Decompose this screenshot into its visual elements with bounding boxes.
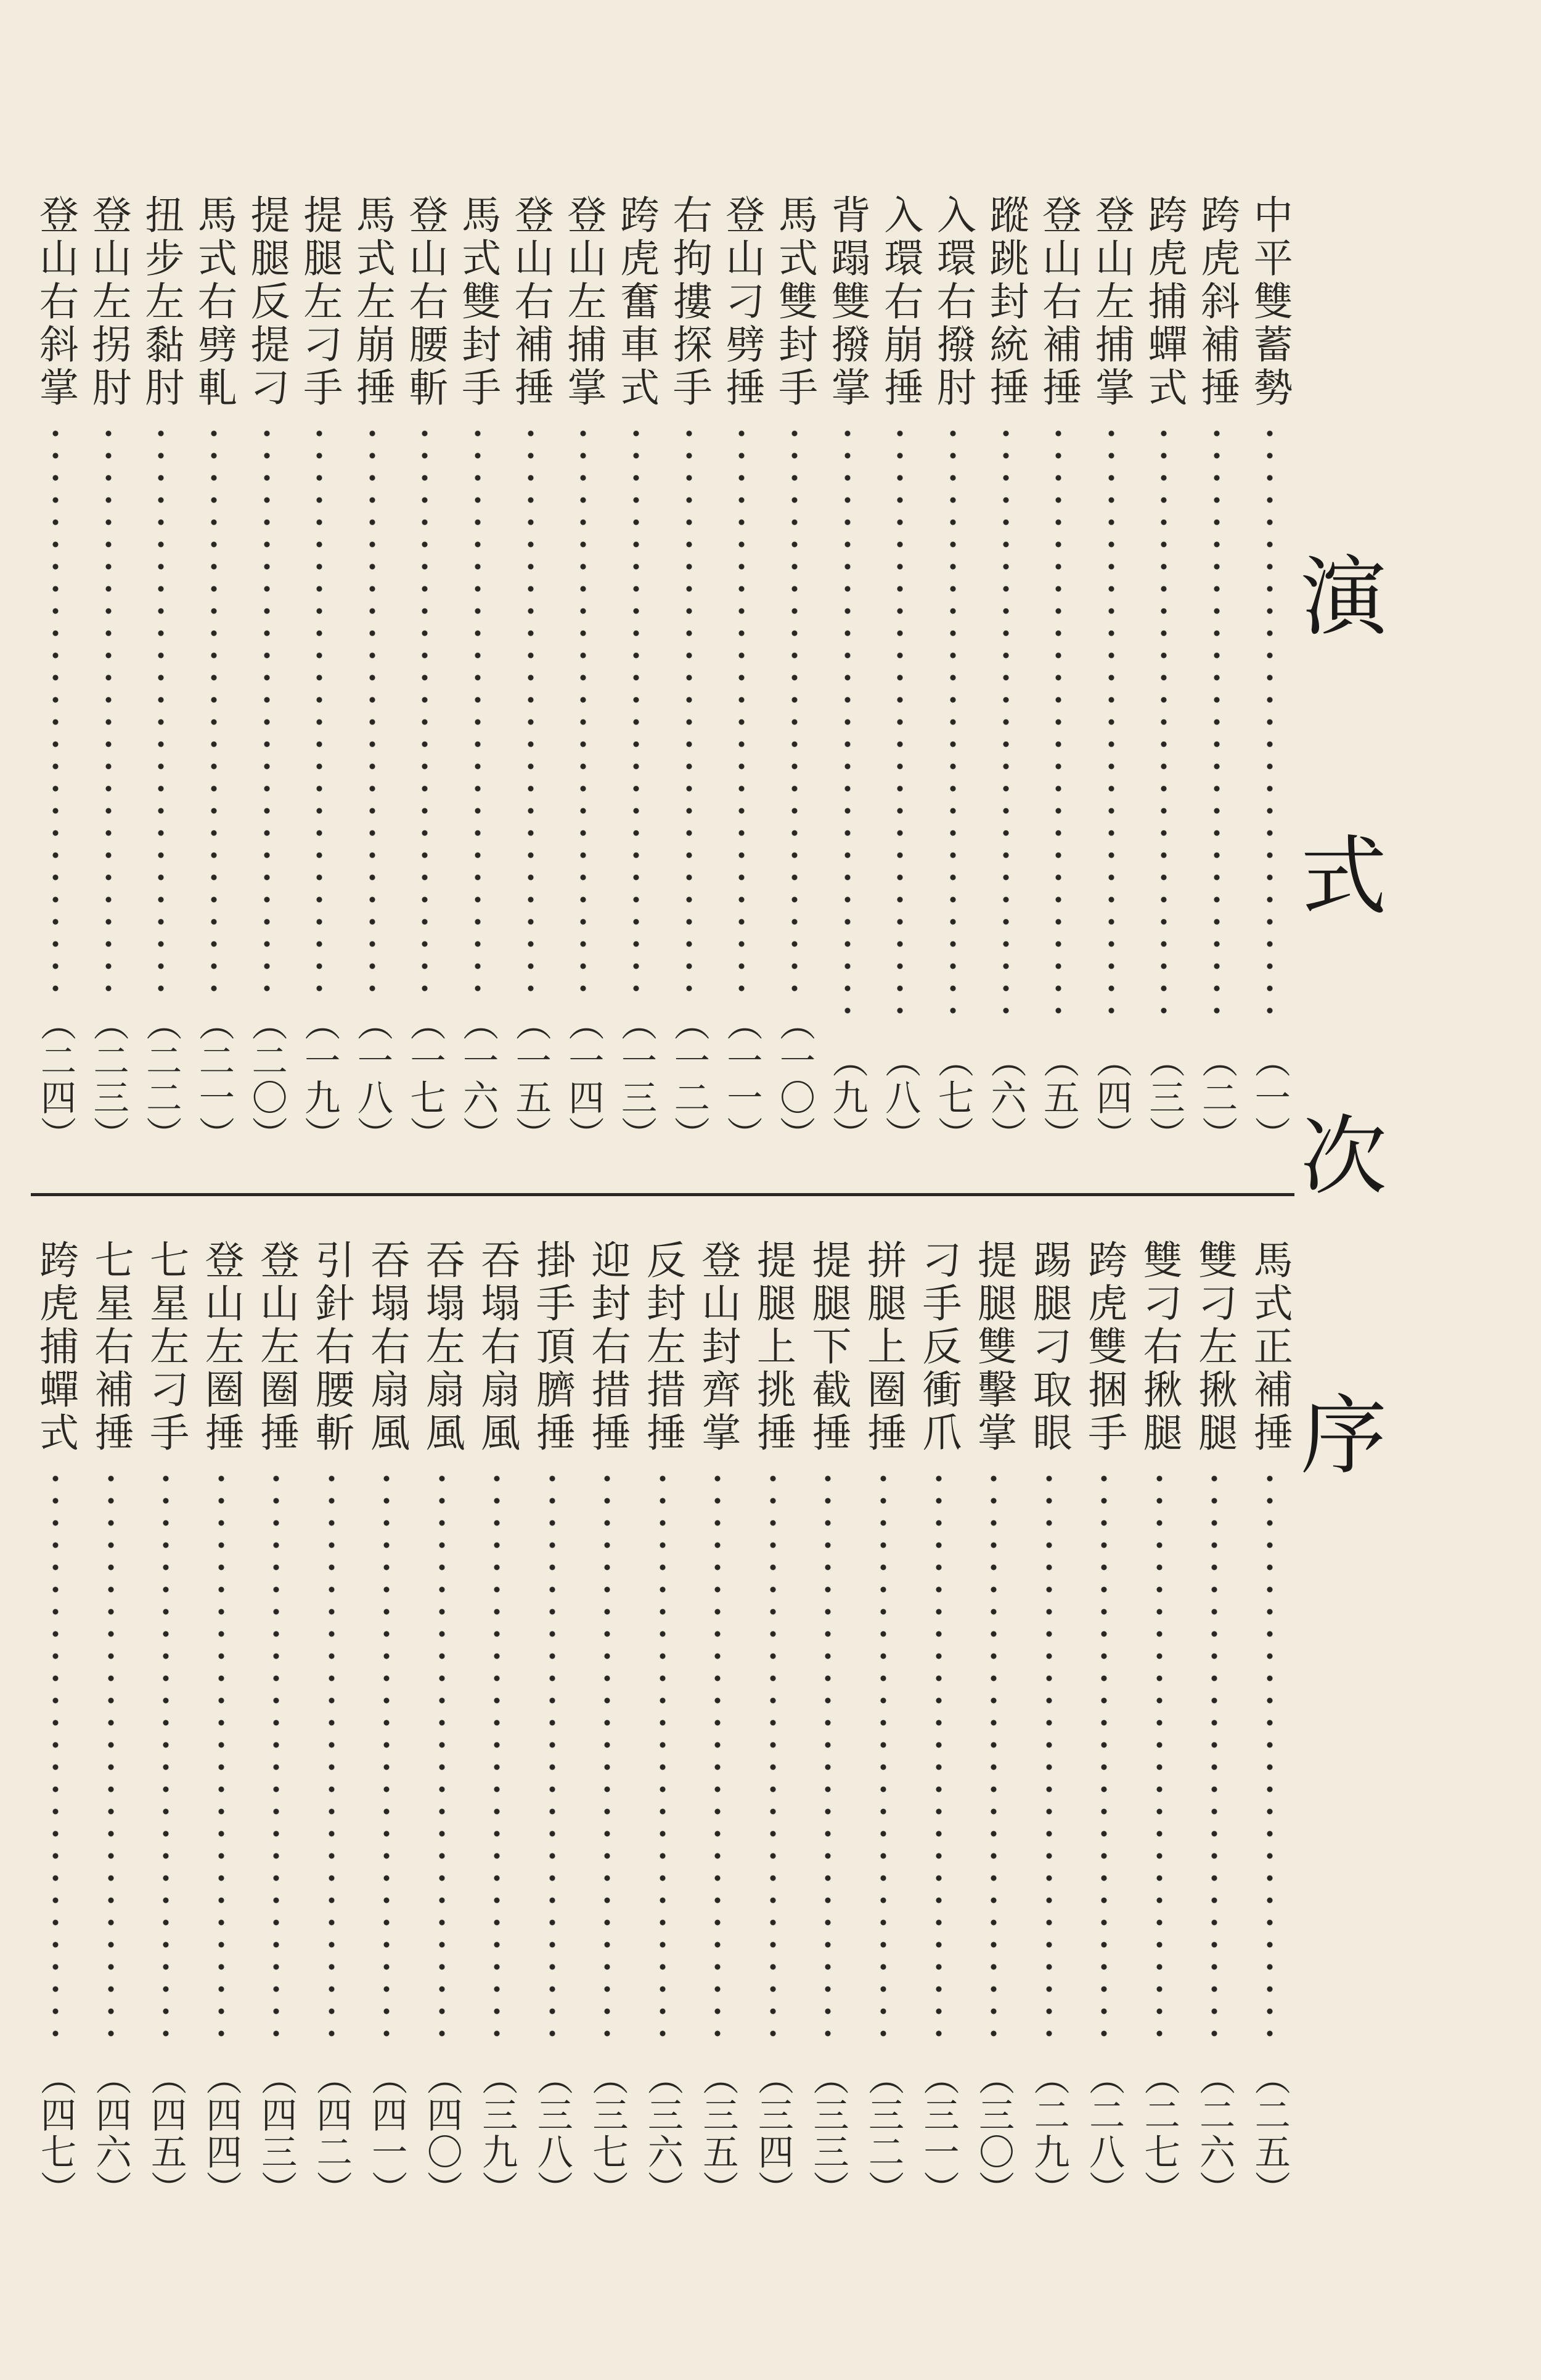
title-char: 次: [1300, 1106, 1387, 1207]
toc-entry: [611, 194, 661, 1153]
toc-entry-name: 掛手頂臍捶: [529, 1239, 575, 1455]
toc-entry-page: （二二）: [140, 1005, 182, 1153]
toc-entry-name: 提腿下截捶: [805, 1239, 851, 1455]
toc-entry: [84, 194, 133, 1153]
dot-leader: [263, 422, 271, 993]
toc-entry-page: （三八）: [531, 2059, 573, 2207]
toc-entry-name: 扭步左黏肘: [138, 194, 184, 410]
dot-leader: [579, 422, 587, 993]
toc-entry: [472, 1239, 521, 2207]
dot-leader: [791, 422, 798, 993]
toc-upper-section: [31, 194, 1294, 1153]
toc-entry-name: 登山左圈捶: [198, 1239, 244, 1455]
toc-entry-page: （七）: [931, 1042, 974, 1153]
toc-entry-page: （三二）: [862, 2059, 904, 2207]
toc-entry: [400, 194, 449, 1153]
dot-leader: [549, 1467, 556, 2047]
dot-leader: [880, 1467, 887, 2047]
toc-entry-page: （一六）: [457, 1005, 499, 1153]
toc-entry-name: 登山封齊掌: [695, 1239, 741, 1455]
dot-leader: [52, 1467, 59, 2047]
toc-entry: [1135, 1239, 1184, 2207]
toc-entry-name: 馬式正補捶: [1246, 1239, 1293, 1455]
toc-entry-name: 背蹋雙撥掌: [824, 194, 870, 410]
toc-entry-name: 馬式雙封手: [455, 194, 501, 410]
toc-entry-page: （一〇）: [773, 1005, 815, 1153]
toc-entry-page: （一七）: [404, 1005, 446, 1153]
dot-leader: [107, 1467, 115, 2047]
dot-leader: [844, 422, 851, 1030]
toc-entry-name: 入環右崩捶: [877, 194, 923, 410]
toc-entry: [981, 194, 1031, 1153]
toc-entry: [242, 194, 292, 1153]
toc-entry-page: （四〇）: [420, 2059, 463, 2207]
toc-entry: [251, 1239, 301, 2207]
dot-leader: [1160, 422, 1167, 1030]
toc-entry-name: 蹤跳封統捶: [983, 194, 1029, 410]
toc-entry: [197, 1239, 246, 2207]
toc-entry-page: （三一）: [917, 2059, 960, 2207]
toc-entry: [582, 1239, 632, 2207]
toc-entry: [31, 1239, 80, 2207]
toc-entry: [1245, 194, 1294, 1153]
toc-entry: [664, 194, 714, 1153]
toc-entry-page: （三三）: [807, 2059, 849, 2207]
toc-entry: [1190, 1239, 1239, 2207]
toc-entry: [1192, 194, 1241, 1153]
toc-entry: [859, 1239, 908, 2207]
dot-leader: [685, 422, 693, 993]
dot-leader: [210, 422, 218, 993]
toc-entry-name: 提腿雙擊掌: [971, 1239, 1017, 1455]
toc-entry: [717, 194, 766, 1153]
toc-entry: [1245, 1239, 1294, 2207]
toc-entry-name: 跨虎奮車式: [613, 194, 660, 410]
toc-entry-name: 登山左圈捶: [253, 1239, 300, 1455]
toc-entry: [638, 1239, 687, 2207]
dot-leader: [1108, 422, 1115, 1030]
toc-entry-page: （二）: [1196, 1042, 1238, 1153]
toc-entry-page: （一三）: [615, 1005, 658, 1153]
toc-entry: [1024, 1239, 1074, 2207]
toc-entry-name: 登山左捕掌: [560, 194, 607, 410]
toc-entry-page: （三）: [1143, 1042, 1185, 1153]
toc-entry-page: （六）: [984, 1042, 1027, 1153]
toc-entry: [914, 1239, 963, 2207]
toc-entry-page: （一二）: [668, 1005, 710, 1153]
dot-leader: [1211, 1467, 1218, 2047]
toc-entry-name: 吞塌左扇風: [419, 1239, 465, 1455]
toc-entry-page: （一一）: [721, 1005, 763, 1153]
dot-leader: [421, 422, 428, 993]
toc-entry: [189, 194, 239, 1153]
toc-entry-page: （四七）: [35, 2059, 76, 2207]
toc-entry-name: 吞塌右扇風: [474, 1239, 520, 1455]
title-char: 序: [1300, 1385, 1387, 1487]
toc-entry: [770, 194, 819, 1153]
toc-entry-page: （二四）: [35, 1005, 76, 1153]
dot-leader: [935, 1467, 942, 2047]
toc-entry: [875, 194, 925, 1153]
toc-entry-name: 跨虎斜補捶: [1194, 194, 1240, 410]
toc-entry-name: 提腿反提刁: [243, 194, 290, 410]
toc-entry: [928, 194, 978, 1153]
toc-entry-page: （一）: [1248, 1042, 1291, 1153]
toc-entry-name: 跨虎捕蟬式: [33, 1239, 78, 1455]
toc-entry-name: 拼腿上圈捶: [860, 1239, 906, 1455]
dot-leader: [474, 422, 481, 993]
toc-entry-name: 跨虎捕蟬式: [1141, 194, 1187, 410]
dot-leader: [157, 422, 165, 993]
dot-leader: [896, 422, 904, 1030]
toc-entry-name: 引針右腰斬: [308, 1239, 354, 1455]
toc-entry: [803, 1239, 852, 2207]
dot-leader: [990, 1467, 997, 2047]
toc-entry-name: 提腿上挑捶: [750, 1239, 796, 1455]
toc-entry: [506, 194, 555, 1153]
toc-entry: [362, 1239, 411, 2207]
dot-leader: [162, 1467, 170, 2047]
toc-entry-page: （二三）: [87, 1005, 129, 1153]
toc-entry-page: （三七）: [586, 2059, 629, 2207]
toc-entry: [86, 1239, 136, 2207]
toc-entry-name: 踢腿刁取眼: [1026, 1239, 1072, 1455]
toc-entry: [528, 1239, 577, 2207]
dot-leader: [1266, 1467, 1273, 2047]
toc-entry-page: （二一）: [192, 1005, 235, 1153]
dot-leader: [714, 1467, 721, 2047]
toc-entry: [307, 1239, 356, 2207]
dot-leader: [1002, 422, 1010, 1030]
toc-entry-page: （四三）: [255, 2059, 298, 2207]
toc-entry-name: 雙刁左揪腿: [1192, 1239, 1238, 1455]
toc-entry: [1034, 194, 1083, 1153]
toc-entry-page: （八）: [879, 1042, 922, 1153]
toc-entry-name: 登山右補捶: [507, 194, 554, 410]
dot-leader: [527, 422, 534, 993]
dot-leader: [1045, 1467, 1053, 2047]
dot-leader: [949, 422, 957, 1030]
dot-leader: [105, 422, 112, 993]
toc-entry-page: （二五）: [1248, 2059, 1291, 2207]
toc-entry-name: 登山右腰斬: [402, 194, 448, 410]
dot-leader: [493, 1467, 501, 2047]
toc-entry-page: （四一）: [366, 2059, 408, 2207]
dot-leader: [1055, 422, 1062, 1030]
dot-leader: [769, 1467, 777, 2047]
toc-entry-name: 吞塌右扇風: [364, 1239, 410, 1455]
dot-leader: [272, 1467, 280, 2047]
toc-entry-page: （一八）: [351, 1005, 393, 1153]
toc-entry-name: 中平雙蓄勢: [1246, 194, 1293, 410]
toc-entry: [823, 194, 872, 1153]
toc-lower-section: [31, 1239, 1294, 2207]
toc-entry: [31, 194, 80, 1153]
toc-entry-page: （四六）: [89, 2059, 132, 2207]
toc-entry-page: （四五）: [145, 2059, 187, 2207]
toc-entry: [417, 1239, 467, 2207]
dot-leader: [328, 1467, 335, 2047]
toc-entry-name: 登山右補捶: [1036, 194, 1082, 410]
dot-leader: [738, 422, 745, 993]
toc-entry-page: （九）: [826, 1042, 869, 1153]
title-char: 演: [1300, 548, 1387, 648]
toc-entry: [1087, 194, 1136, 1153]
dot-leader: [1213, 422, 1220, 1030]
toc-entry: [1139, 194, 1188, 1153]
toc-entry: [1079, 1239, 1129, 2207]
toc-entry: [693, 1239, 742, 2207]
toc-entry-name: 馬式雙封手: [771, 194, 817, 410]
toc-entry-name: 登山左捕掌: [1088, 194, 1134, 410]
toc-entry: [969, 1239, 1018, 2207]
toc-entry: [453, 194, 502, 1153]
toc-entry: [136, 194, 186, 1153]
toc-entry-name: 馬式右劈軋: [190, 194, 237, 410]
toc-entry-name: 七星左刁手: [143, 1239, 189, 1455]
toc-entry-name: 登山右斜掌: [33, 194, 78, 410]
toc-entry-name: 迎封右措捶: [584, 1239, 631, 1455]
toc-entry-name: 右拘摟探手: [666, 194, 712, 410]
dot-leader: [383, 1467, 390, 2047]
toc-entry: [348, 194, 397, 1153]
toc-entry-page: （二〇）: [245, 1005, 288, 1153]
toc-entry-page: （二六）: [1193, 2059, 1236, 2207]
toc-entry-page: （四）: [1090, 1042, 1132, 1153]
toc-entry-page: （四二）: [310, 2059, 353, 2207]
toc-entry-page: （三九）: [476, 2059, 518, 2207]
toc-entry-name: 入環右撥肘: [930, 194, 976, 410]
toc-entry-name: 馬式左崩捶: [349, 194, 395, 410]
title-char: 式: [1300, 827, 1387, 928]
toc-entry-page: （一九）: [298, 1005, 341, 1153]
toc-entry-page: （二七）: [1138, 2059, 1180, 2207]
toc-entry: [295, 194, 344, 1153]
toc-entry-page: （三四）: [751, 2059, 794, 2207]
dot-leader: [824, 1467, 832, 2047]
toc-entry-name: 雙刁右揪腿: [1136, 1239, 1182, 1455]
dot-leader: [632, 422, 640, 993]
toc-entry-name: 提腿左刁手: [296, 194, 343, 410]
dot-leader: [659, 1467, 666, 2047]
page-title: [1282, 548, 1405, 1487]
section-divider: [31, 1193, 1294, 1196]
toc-entry-page: （三六）: [641, 2059, 684, 2207]
toc-entry-page: （二八）: [1083, 2059, 1126, 2207]
dot-leader: [369, 422, 376, 993]
dot-leader: [438, 1467, 446, 2047]
toc-entry-page: （二九）: [1028, 2059, 1070, 2207]
toc-entry-name: 登山刁劈捶: [719, 194, 765, 410]
dot-leader: [316, 422, 323, 993]
toc-entry: [558, 194, 608, 1153]
toc-entry: [748, 1239, 798, 2207]
toc-entry-name: 七星右補捶: [88, 1239, 134, 1455]
toc-entry-page: （三五）: [697, 2059, 739, 2207]
toc-entry-name: 跨虎雙捆手: [1081, 1239, 1127, 1455]
toc-entry-page: （三〇）: [973, 2059, 1015, 2207]
toc-entry-name: 刁手反衝爪: [915, 1239, 962, 1455]
toc-entry-name: 登山左拐肘: [85, 194, 131, 410]
toc-entry-name: 反封左措捶: [639, 1239, 685, 1455]
dot-leader: [1100, 1467, 1108, 2047]
dot-leader: [218, 1467, 225, 2047]
dot-leader: [603, 1467, 611, 2047]
toc-entry-page: （一四）: [562, 1005, 605, 1153]
toc-entry-page: （五）: [1037, 1042, 1080, 1153]
toc-entry: [141, 1239, 190, 2207]
dot-leader: [52, 422, 59, 993]
dot-leader: [1266, 422, 1273, 1030]
toc-entry-page: （一五）: [509, 1005, 552, 1153]
dot-leader: [1156, 1467, 1163, 2047]
toc-entry-page: （四四）: [200, 2059, 242, 2207]
